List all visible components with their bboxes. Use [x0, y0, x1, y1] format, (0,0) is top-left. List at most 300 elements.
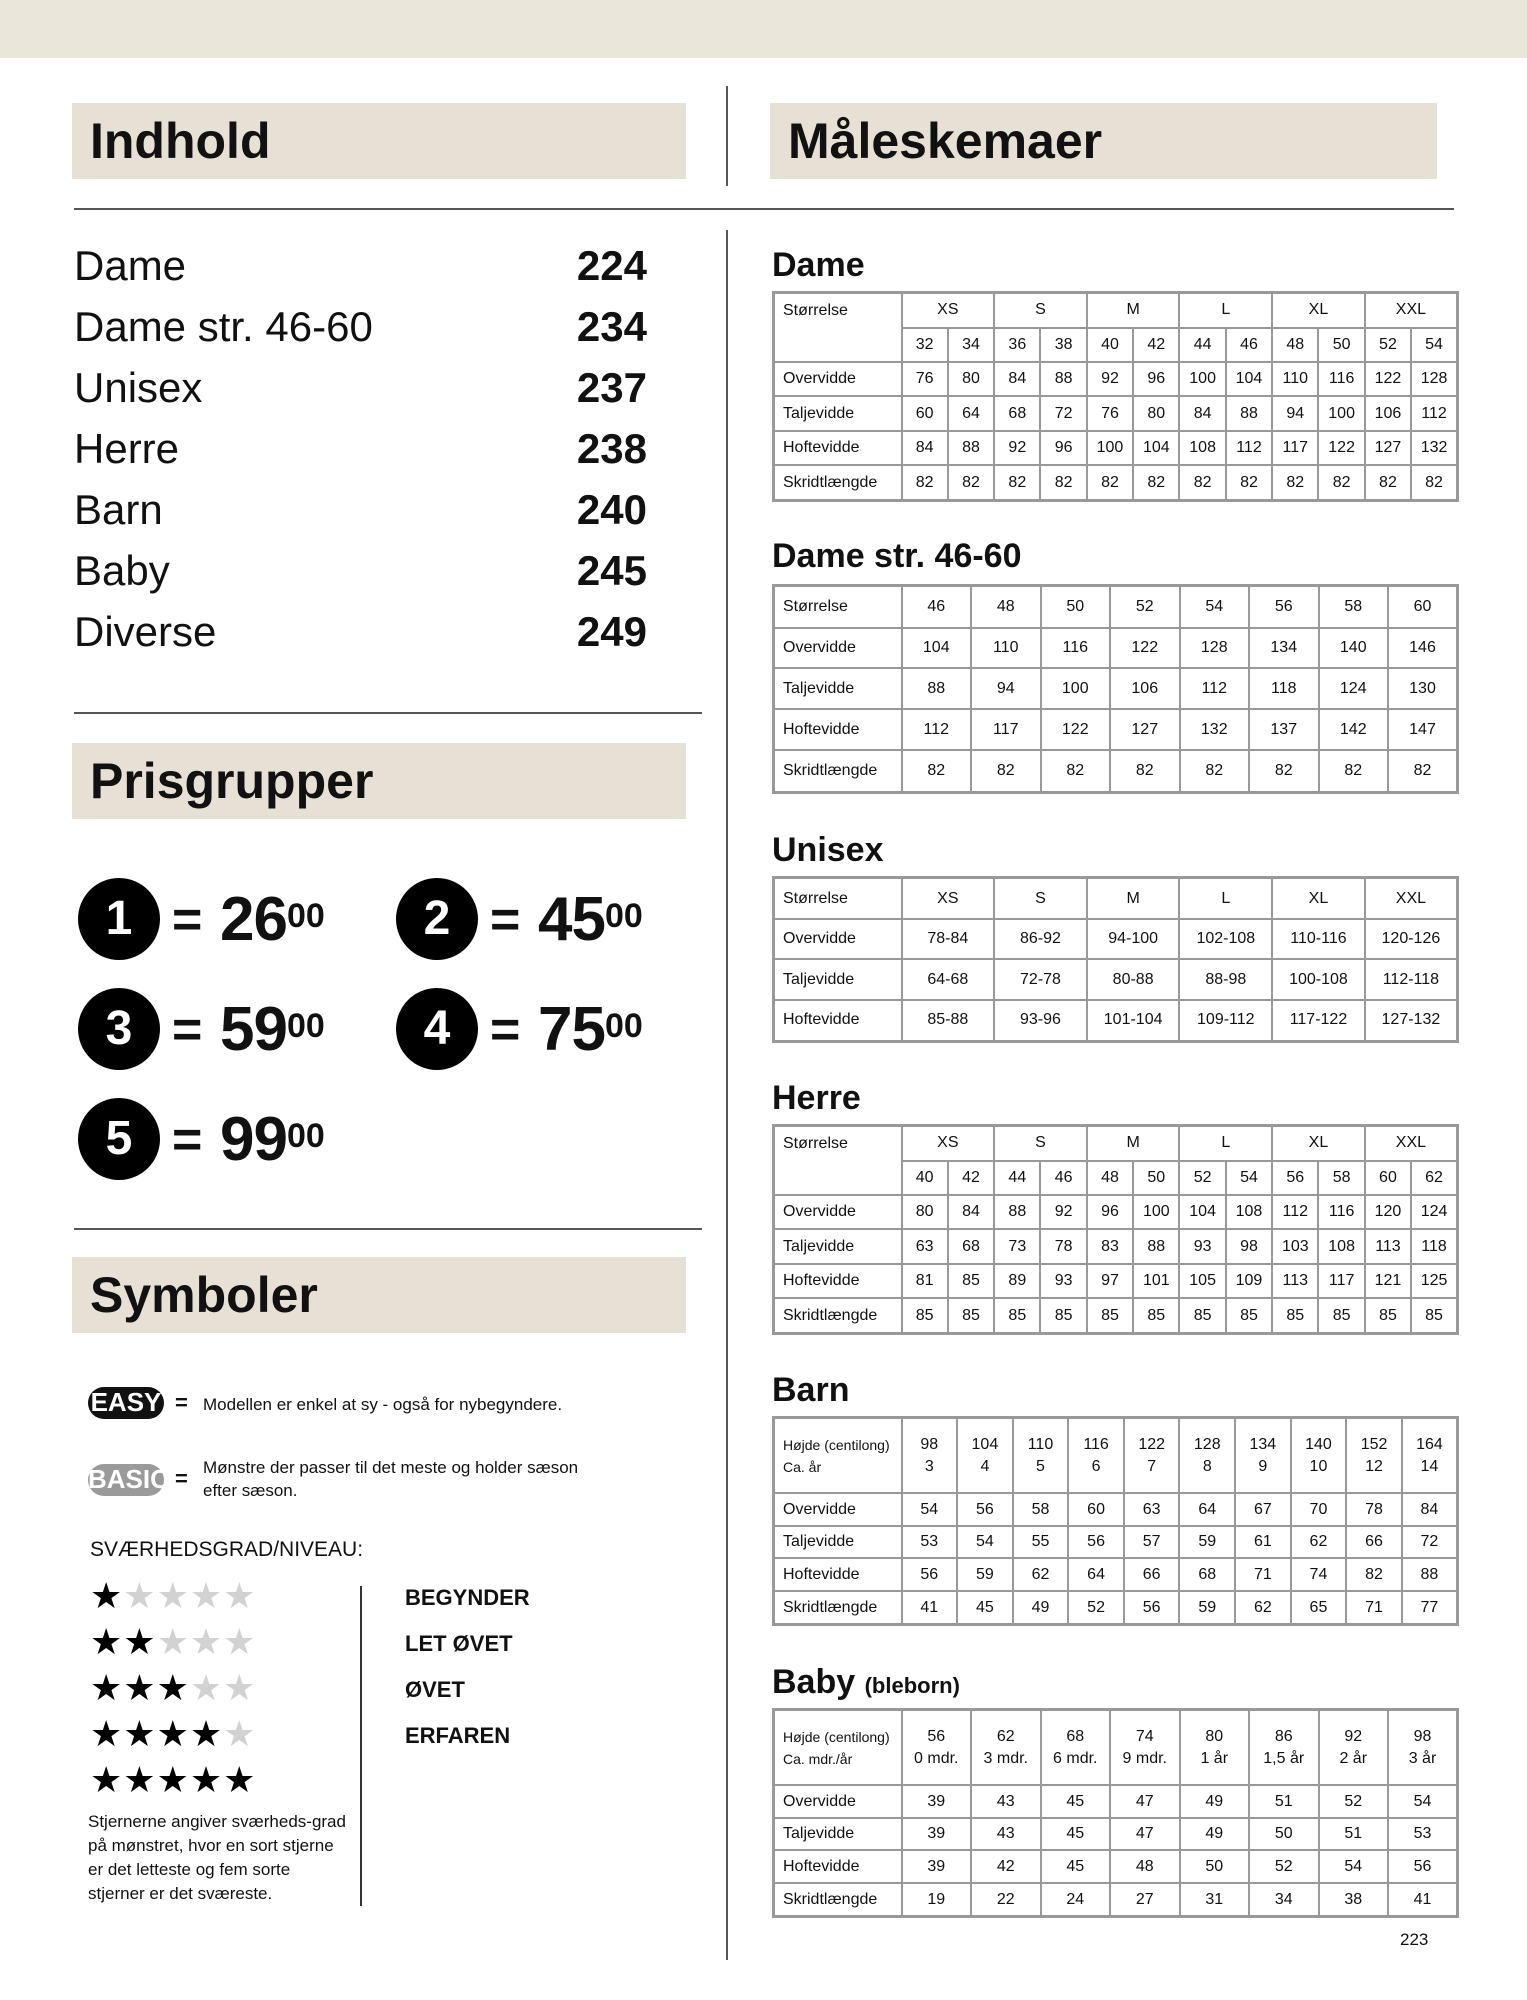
price-whole: 26: [220, 885, 287, 954]
table-cell: 132: [1180, 709, 1250, 750]
prices-title: Prisgrupper: [90, 753, 374, 809]
table-cell: 76: [902, 362, 948, 396]
toc-row: [74, 236, 647, 297]
header-rule: [74, 208, 1454, 210]
table-cell: 85: [948, 1264, 994, 1298]
table-cell: 49: [1013, 1591, 1069, 1624]
table-row: [774, 396, 1458, 430]
table-cell: 101-104: [1087, 1000, 1180, 1042]
table-cell: 64-68: [902, 959, 995, 999]
table-cell: 96: [1133, 362, 1179, 396]
toc-label: Diverse: [74, 608, 217, 655]
table-cell: 55: [1013, 1526, 1069, 1559]
symbols-header: [72, 1257, 686, 1333]
age-label: Ca. år: [783, 1458, 822, 1475]
size-number: 58: [1319, 586, 1389, 628]
age-value: 5: [1036, 1457, 1045, 1475]
table-row: [774, 362, 1458, 396]
row-label: Hoftevidde: [774, 1850, 902, 1883]
size-number: 50: [1318, 328, 1364, 362]
toc-page: 224: [576, 242, 647, 289]
table-cell: 80-88: [1087, 959, 1180, 999]
table-cell: 116: [1318, 362, 1364, 396]
difficulty-stars: [90, 1713, 257, 1754]
height-value: 122: [1138, 1435, 1166, 1453]
star-empty-icon: ★: [189, 1621, 224, 1662]
table-cell: 88: [1040, 362, 1086, 396]
height-age-cell: [902, 1418, 958, 1494]
table-cell: 82: [1249, 750, 1319, 792]
table-cell: 93-96: [994, 1000, 1087, 1042]
table-row: [774, 1850, 1458, 1883]
table-cell: 50: [1249, 1818, 1319, 1851]
difficulty-divider: [360, 1586, 362, 1906]
table-cell: 108: [1179, 431, 1225, 465]
size-group: XL: [1272, 1126, 1365, 1161]
table-cell: 85-88: [902, 1000, 995, 1042]
table-cell: 57: [1124, 1526, 1180, 1559]
age-value: 4: [980, 1457, 990, 1475]
row-label: Skridtlængde: [774, 750, 902, 792]
row-label: Overvidde: [774, 362, 902, 396]
size-label: Størrelse: [774, 293, 902, 363]
table-cell: 88: [902, 668, 972, 709]
table-cell: 42: [971, 1850, 1041, 1883]
table-cell: 105: [1179, 1264, 1225, 1298]
baby-table: [772, 1708, 1459, 1918]
table-cell: 34: [1249, 1883, 1319, 1916]
size-number: 56: [1249, 586, 1319, 628]
table-cell: 66: [1346, 1526, 1402, 1559]
height-value: 74: [1135, 1727, 1154, 1745]
page-number: 223: [1400, 1930, 1429, 1949]
table-cell: 116: [1041, 628, 1111, 669]
size-number: M: [1087, 878, 1180, 920]
table-cell: 104: [902, 628, 972, 669]
height-age-cell: [1249, 1710, 1319, 1786]
table-header-row: [774, 1418, 1458, 1494]
height-age-cell: [1319, 1710, 1389, 1786]
height-age-cell: [1346, 1418, 1402, 1494]
symbols-title: Symboler: [90, 1267, 318, 1323]
table-cell: 22: [971, 1883, 1041, 1916]
height-age-cell: [1180, 1710, 1250, 1786]
size-number: 48: [971, 586, 1041, 628]
toc-row: [74, 480, 647, 541]
table-cell: 80: [902, 1195, 948, 1229]
age-value: 6 mdr.: [1053, 1749, 1098, 1767]
dame-table: [772, 291, 1459, 502]
table-cell: 53: [1388, 1818, 1458, 1851]
toc-label: Barn: [74, 486, 163, 533]
size-group: L: [1179, 1126, 1272, 1161]
row-label: Hoftevidde: [774, 1558, 902, 1591]
height-value: 80: [1205, 1727, 1224, 1745]
height-value: 98: [920, 1435, 939, 1453]
star-filled-icon: ★: [223, 1759, 257, 1800]
size-group: L: [1179, 293, 1272, 328]
table-row: [774, 750, 1458, 792]
table-cell: 82: [1226, 465, 1272, 500]
basic-description: Mønstre der passer til det meste og holder sæson efter sæson.: [203, 1458, 579, 1500]
table-cell: 49: [1180, 1818, 1250, 1851]
column-divider-top: [726, 86, 728, 186]
table-cell: 24: [1041, 1883, 1111, 1916]
table-cell: 92: [994, 431, 1040, 465]
price-cents: 00: [604, 1007, 643, 1045]
size-label: Størrelse: [774, 1126, 902, 1196]
table-cell: 83: [1087, 1229, 1133, 1263]
size-number: XS: [902, 878, 995, 920]
table-cell: 82: [1041, 750, 1111, 792]
table-cell: 82: [1040, 465, 1086, 500]
table-cell: 74: [1291, 1558, 1347, 1591]
table-cell: 85: [948, 1298, 994, 1333]
size-number: 46: [1226, 328, 1272, 362]
price-amount: [220, 995, 325, 1064]
table-cell: 68: [948, 1229, 994, 1263]
toc-row: [74, 419, 647, 480]
table-cell: 82: [1318, 465, 1364, 500]
table-cell: 118: [1249, 668, 1319, 709]
table-cell: 94-100: [1087, 919, 1180, 959]
row-label: Taljevidde: [774, 1818, 902, 1851]
size-number: 50: [1133, 1161, 1179, 1195]
table-cell: 93: [1179, 1229, 1225, 1263]
table-cell: 85: [902, 1298, 948, 1333]
table-cell: 82: [1110, 750, 1180, 792]
table-cell: 82: [1180, 750, 1250, 792]
table-cell: 106: [1110, 668, 1180, 709]
size-group: M: [1087, 1126, 1180, 1161]
table-cell: 82: [1319, 750, 1389, 792]
table-cell: 85: [1272, 1298, 1318, 1333]
table-row: [774, 628, 1458, 669]
table-cell: 80: [1133, 396, 1179, 430]
table-cell: 38: [1319, 1883, 1389, 1916]
top-band: [0, 0, 1527, 58]
height-age-cell: [1179, 1418, 1235, 1494]
difficulty-label: ØVET: [405, 1677, 465, 1702]
table-cell: 56: [1068, 1526, 1124, 1559]
size-label: Størrelse: [774, 878, 902, 920]
age-value: 3: [924, 1457, 934, 1475]
height-value: 62: [996, 1727, 1015, 1745]
star-empty-icon: ★: [223, 1713, 257, 1754]
price-whole: 59: [220, 995, 287, 1064]
table-row: [774, 1785, 1458, 1818]
table-cell: 85: [1318, 1298, 1364, 1333]
star-empty-icon: ★: [189, 1667, 224, 1708]
table-cell: 82: [1411, 465, 1457, 500]
star-filled-icon: ★: [123, 1759, 157, 1800]
size-number: 32: [902, 328, 948, 362]
size-group: XS: [902, 1126, 995, 1161]
table-cell: 84: [948, 1195, 994, 1229]
price-whole: 99: [220, 1105, 287, 1174]
height-value: 164: [1416, 1435, 1443, 1453]
row-label: Taljevidde: [774, 396, 902, 430]
row-label: Skridtlængde: [774, 1298, 902, 1333]
table-cell: 146: [1388, 628, 1458, 669]
table-cell: 62: [1013, 1558, 1069, 1591]
height-value: 128: [1193, 1435, 1221, 1453]
star-filled-icon: ★: [156, 1713, 190, 1754]
table-cell: 85: [1179, 1298, 1225, 1333]
table-cell: 117: [971, 709, 1041, 750]
star-empty-icon: ★: [156, 1575, 190, 1616]
table-cell: 118: [1411, 1229, 1457, 1263]
table-cell: 120: [1365, 1195, 1411, 1229]
table-row: [774, 1818, 1458, 1851]
size-number: L: [1179, 878, 1272, 920]
size-number: 48: [1087, 1161, 1133, 1195]
table-cell: 85: [1365, 1298, 1411, 1333]
table-cell: 72: [1402, 1526, 1458, 1559]
row-label: Skridtlængde: [774, 1591, 902, 1624]
star-filled-icon: ★: [189, 1759, 224, 1800]
barn-table: [772, 1416, 1459, 1626]
toc-row: [74, 297, 647, 358]
table-cell: 54: [902, 1493, 958, 1526]
table-cell: 85: [1411, 1298, 1457, 1333]
table-cell: 43: [971, 1785, 1041, 1818]
star-empty-icon: ★: [189, 1575, 224, 1616]
price-group: [78, 1098, 388, 1182]
prices-header: [72, 743, 686, 819]
table-row: [774, 1000, 1458, 1042]
price-equals: =: [172, 1111, 203, 1169]
table-cell: 82: [1388, 750, 1458, 792]
price-amount: [220, 1105, 325, 1174]
price-cents: 00: [286, 1007, 325, 1045]
difficulty-stars: [90, 1759, 257, 1800]
table-cell: 72: [1040, 396, 1086, 430]
size-number: 34: [948, 328, 994, 362]
table-cell: 98: [1226, 1229, 1272, 1263]
table-row: [774, 465, 1458, 500]
height-age-label: [774, 1418, 902, 1494]
size-number: XXL: [1365, 878, 1458, 920]
table-cell: 71: [1235, 1558, 1291, 1591]
table-cell: 88: [1133, 1229, 1179, 1263]
table-cell: 113: [1365, 1229, 1411, 1263]
table-cell: 50: [1180, 1850, 1250, 1883]
size-number: 52: [1110, 586, 1180, 628]
table-cell: 122: [1365, 362, 1411, 396]
table-cell: 82: [902, 465, 948, 500]
row-label: Taljevidde: [774, 1526, 902, 1559]
table-cell: 45: [1041, 1785, 1111, 1818]
row-label: Overvidde: [774, 1195, 902, 1229]
basic-equals: =: [175, 1466, 188, 1491]
table-cell: 110: [971, 628, 1041, 669]
size-number: 46: [1040, 1161, 1086, 1195]
table-cell: 109: [1226, 1264, 1272, 1298]
table-cell: 128: [1411, 362, 1457, 396]
height-label: Højde (centilong): [783, 1436, 890, 1453]
table-cell: 64: [948, 396, 994, 430]
star-filled-icon: ★: [123, 1713, 157, 1754]
table-cell: 124: [1319, 668, 1389, 709]
age-value: 1,5 år: [1263, 1749, 1305, 1767]
table-cell: 48: [1110, 1850, 1180, 1883]
table-cell: 110: [1272, 362, 1318, 396]
toc-page: 237: [576, 364, 647, 411]
age-value: 14: [1420, 1457, 1439, 1475]
price-equals: =: [172, 891, 203, 949]
table-cell: 58: [1013, 1493, 1069, 1526]
table-cell: 78: [1040, 1229, 1086, 1263]
price-equals: =: [490, 1001, 521, 1059]
table-cell: 76: [1087, 396, 1133, 430]
height-value: 104: [971, 1435, 999, 1453]
table-cell: 51: [1319, 1818, 1389, 1851]
price-amount: [220, 885, 325, 954]
table-row: [774, 1493, 1458, 1526]
row-label: Overvidde: [774, 919, 902, 959]
star-empty-icon: ★: [223, 1621, 257, 1662]
price-group-number: 2: [396, 878, 478, 960]
table-cell: 68: [1179, 1558, 1235, 1591]
table-cell: 82: [1346, 1558, 1402, 1591]
star-filled-icon: ★: [156, 1667, 190, 1708]
table-cell: 53: [902, 1526, 958, 1559]
table-cell: 82: [1087, 465, 1133, 500]
height-value: 152: [1360, 1435, 1388, 1453]
table-cell: 130: [1388, 668, 1458, 709]
table-cell: 140: [1319, 628, 1389, 669]
table-cell: 78: [1346, 1493, 1402, 1526]
table-cell: 85: [994, 1298, 1040, 1333]
table-cell: 78-84: [902, 919, 995, 959]
toc-list: [74, 236, 647, 663]
difficulty-title: SVÆRHEDSGRAD/NIVEAU:: [90, 1538, 364, 1561]
height-value: 92: [1344, 1727, 1363, 1745]
toc-page: 245: [576, 547, 647, 594]
table-cell: 100: [1179, 362, 1225, 396]
height-age-label: [774, 1710, 902, 1786]
table-cell: 52: [1319, 1785, 1389, 1818]
table-cell: 92: [1087, 362, 1133, 396]
table-cell: 82: [971, 750, 1041, 792]
table-cell: 117-122: [1272, 1000, 1365, 1042]
table-cell: 67: [1235, 1493, 1291, 1526]
row-label: Hoftevidde: [774, 709, 902, 750]
table-cell: 85: [1226, 1298, 1272, 1333]
table-cell: 104: [1133, 431, 1179, 465]
table-row: [774, 709, 1458, 750]
age-value: 8: [1202, 1457, 1212, 1475]
table-cell: 68: [994, 396, 1040, 430]
price-cents: 00: [286, 897, 325, 935]
row-label: Hoftevidde: [774, 1000, 902, 1042]
difficulty-stars: [90, 1621, 257, 1662]
price-equals: =: [490, 891, 521, 949]
table-row: [774, 919, 1458, 959]
table-cell: 100: [1318, 396, 1364, 430]
table-cell: 88: [994, 1195, 1040, 1229]
price-group: [396, 878, 706, 962]
table-cell: 112: [902, 709, 972, 750]
table-cell: 112-118: [1365, 959, 1458, 999]
difficulty-label: ERFAREN: [405, 1723, 511, 1748]
height-age-cell: [1110, 1710, 1180, 1786]
table-cell: 113: [1272, 1264, 1318, 1298]
table-cell: 88-98: [1179, 959, 1272, 999]
height-age-cell: [1235, 1418, 1291, 1494]
star-filled-icon: ★: [90, 1575, 124, 1616]
height-value: 86: [1274, 1727, 1293, 1745]
table-cell: 41: [1388, 1883, 1458, 1916]
table-cell: 64: [1068, 1558, 1124, 1591]
table-cell: 94: [1272, 396, 1318, 430]
toc-row: [74, 358, 647, 419]
table-row: [774, 1298, 1458, 1333]
table-cell: 66: [1124, 1558, 1180, 1591]
table-cell: 54: [1319, 1850, 1389, 1883]
table-cell: 85: [1087, 1298, 1133, 1333]
basic-badge: BASIC: [88, 1464, 169, 1494]
table-cell: 77: [1402, 1591, 1458, 1624]
age-value: 7: [1147, 1457, 1157, 1475]
toc-page: 240: [576, 486, 647, 533]
dame-plus-table: [772, 584, 1459, 794]
toc-label: Baby: [74, 547, 170, 594]
toc-page: 238: [576, 425, 647, 472]
size-number: 54: [1226, 1161, 1272, 1195]
size-number: 44: [1179, 328, 1225, 362]
size-charts-title: Måleskemaer: [788, 113, 1103, 169]
size-number: 38: [1040, 328, 1086, 362]
age-value: 3 mdr.: [983, 1749, 1028, 1767]
row-label: Skridtlængde: [774, 1883, 902, 1916]
baby-title: [772, 1664, 960, 1704]
table-cell: 127-132: [1365, 1000, 1458, 1042]
table-cell: 82: [1365, 465, 1411, 500]
table-cell: 84: [1179, 396, 1225, 430]
table-cell: 110-116: [1272, 919, 1365, 959]
table-cell: 117: [1318, 1264, 1364, 1298]
size-number: 54: [1411, 328, 1457, 362]
size-number: 40: [1087, 328, 1133, 362]
table-header-row: [774, 293, 1458, 328]
table-cell: 73: [994, 1229, 1040, 1263]
row-label: Overvidde: [774, 628, 902, 669]
height-age-cell: [957, 1418, 1013, 1494]
table-cell: 92: [1040, 1195, 1086, 1229]
age-value: 9 mdr.: [1122, 1749, 1167, 1767]
height-age-cell: [1124, 1418, 1180, 1494]
size-number: S: [994, 878, 1087, 920]
price-whole: 45: [538, 885, 605, 954]
price-whole: 75: [538, 995, 605, 1064]
table-cell: 100: [1087, 431, 1133, 465]
toc-row: [74, 541, 647, 602]
table-cell: 41: [902, 1591, 958, 1624]
star-filled-icon: ★: [189, 1713, 224, 1754]
size-number: 36: [994, 328, 1040, 362]
difficulty-label: BEGYNDER: [405, 1585, 530, 1610]
price-amount: [538, 995, 643, 1064]
size-group: S: [994, 293, 1087, 328]
toc-title: Indhold: [90, 113, 271, 169]
table-cell: 112: [1272, 1195, 1318, 1229]
table-cell: 45: [957, 1591, 1013, 1624]
table-cell: 80: [948, 362, 994, 396]
row-label: Taljevidde: [774, 668, 902, 709]
easy-description: Modellen er enkel at sy - også for nybegyndere.: [203, 1395, 563, 1414]
